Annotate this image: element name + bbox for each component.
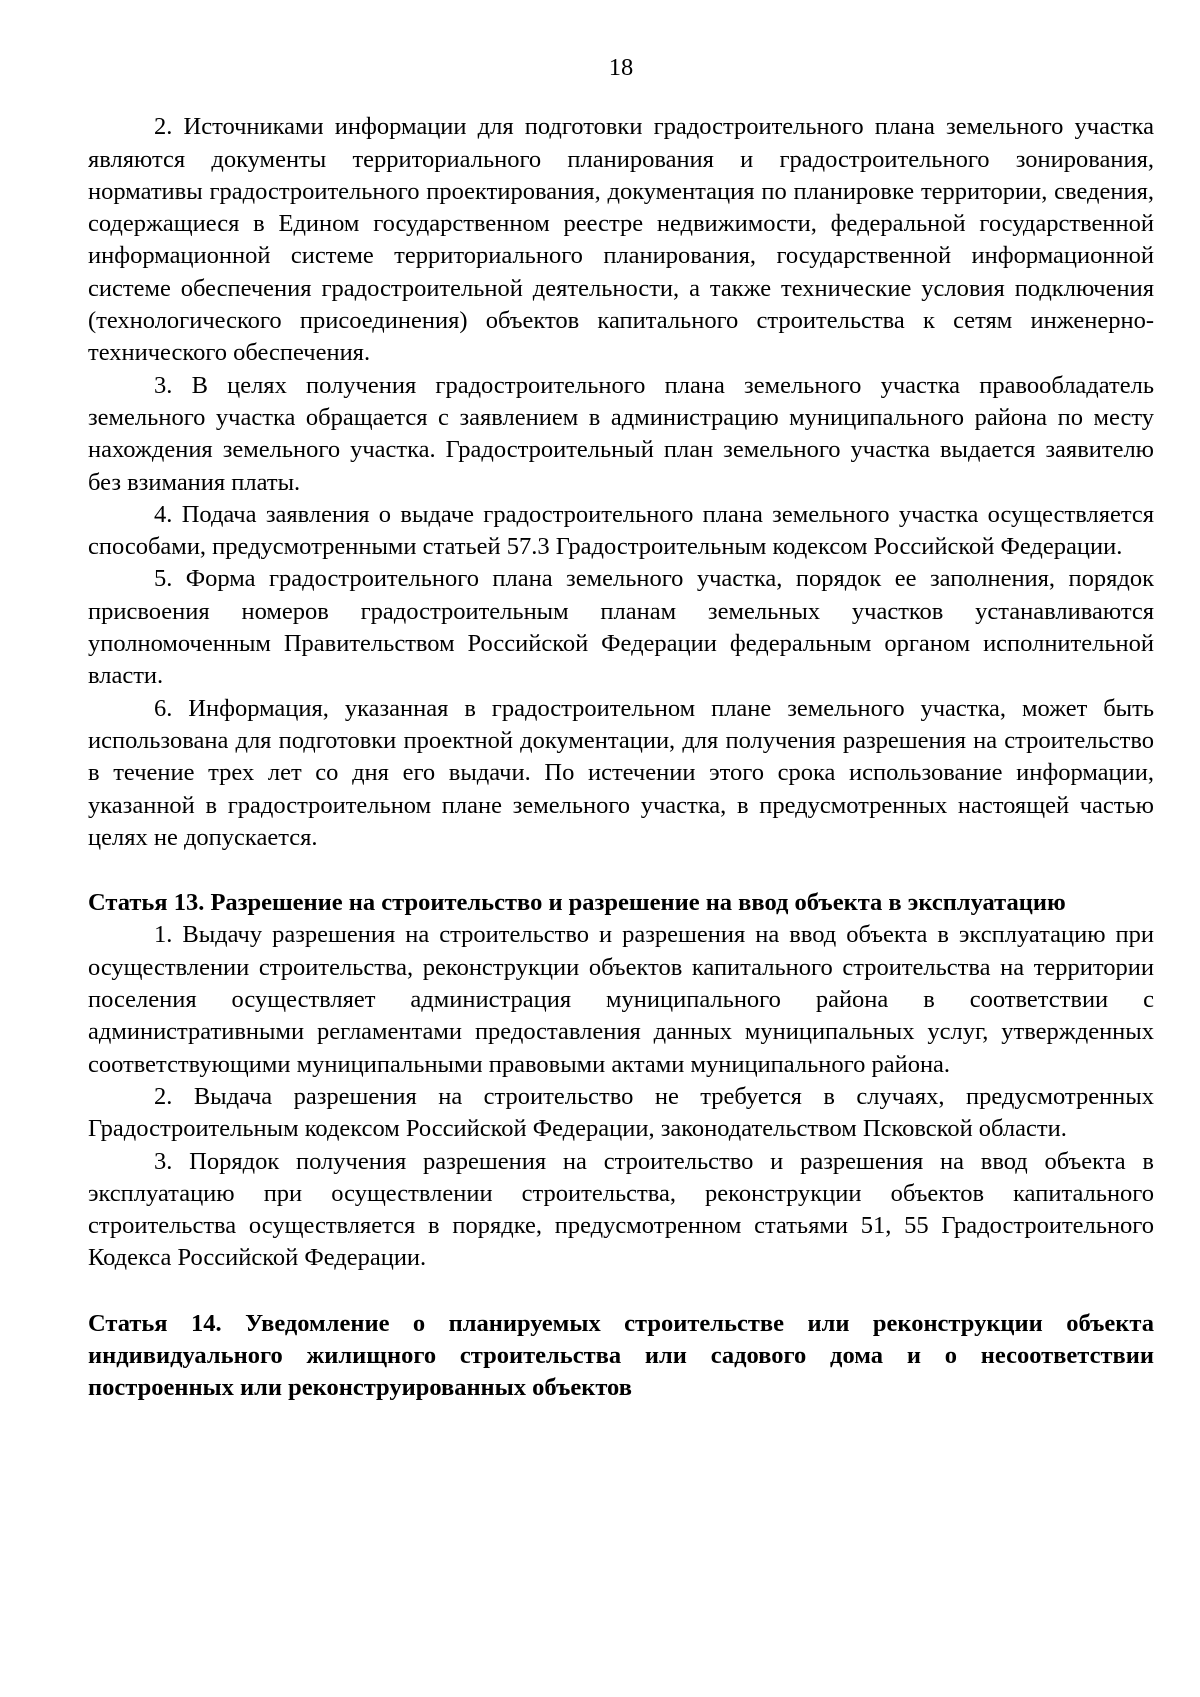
paragraph: 4. Подача заявления о выдаче градостроительного плана земельного участка осуществляется способами, предусмотренными статьей 57.3 Градостроительным кодексом Российской Федерации.	[88, 500, 1154, 561]
section-continuation	[88, 111, 1154, 854]
page-number: 18	[608, 54, 634, 81]
paragraph: 5. Форма градостроительного плана земельного участка, порядок ее заполнения, порядок присвоения номеров градостроительным планам земельных участков устанавливаются уполномоченным Правительством Российской Федерации федеральным органом исполнительной власти.	[88, 565, 1154, 690]
paragraph: 2. Источниками информации для подготовки градостроительного плана земельного участка являются документы территориального планирования и градостроительного зонирования, нормативы градостроительного проектирования, документация по планировке территории, сведения, содержащиеся в Едином государственном реестре недвижимости, федеральной государственной информационной системе территориального планирования, государственной информационной системе обеспечения градостроительной деятельности, а также технические условия подключения (технологического присоединения) объектов капитального строительства к сетям инженерно-технического обеспечения.	[88, 113, 1154, 367]
paragraph: 3. В целях получения градостроительного плана земельного участка правообладатель земельного участка обращается с заявлением в администрацию муниципального района по месту нахождения земельного участка. Градостроительный план земельного участка выдается заявителю без взимания платы.	[88, 371, 1154, 496]
article-heading: Статья 14. Уведомление о планируемых строительстве или реконструкции объекта индивидуального жилищного строительства или садового дома и о несоответствии построенных или реконструированных объектов	[88, 1309, 1154, 1402]
paragraph: 1. Выдачу разрешения на строительство и разрешения на ввод объекта в эксплуатацию при осуществлении строительства, реконструкции объектов капитального строительства на территории поселения осуществляет администрация муниципального района в соответствии с административными регламентами предоставления данных муниципальных услуг, утвержденных соответствующими муниципальными правовыми актами муниципального района.	[88, 921, 1154, 1078]
paragraph: 6. Информация, указанная в градостроительном плане земельного участка, может быть использована для подготовки проектной документации, для получения разрешения на строительство в течение трех лет со дня его выдачи. По истечении этого срока использование информации, указанной в градостроительном плане земельного участка, в предусмотренных настоящей частью целях не допускается.	[88, 694, 1154, 851]
article-heading: Статья 13. Разрешение на строительство и разрешение на ввод объекта в эксплуатацию	[88, 889, 1066, 917]
paragraph: 2. Выдача разрешения на строительство не требуется в случаях, предусмотренных Градостроительным кодексом Российской Федерации, законодательством Псковской области.	[88, 1082, 1154, 1143]
document-page	[88, 52, 1154, 1405]
article-13	[88, 887, 1154, 1275]
paragraph: 3. Порядок получения разрешения на строительство и разрешения на ввод объекта в эксплуатацию при осуществлении строительства, реконструкции объектов капитального строительства осуществляется в порядке, предусмотренном статьями 51, 55 Градостроительного Кодекса Российской Федерации.	[88, 1147, 1154, 1272]
article-14	[88, 1308, 1154, 1405]
